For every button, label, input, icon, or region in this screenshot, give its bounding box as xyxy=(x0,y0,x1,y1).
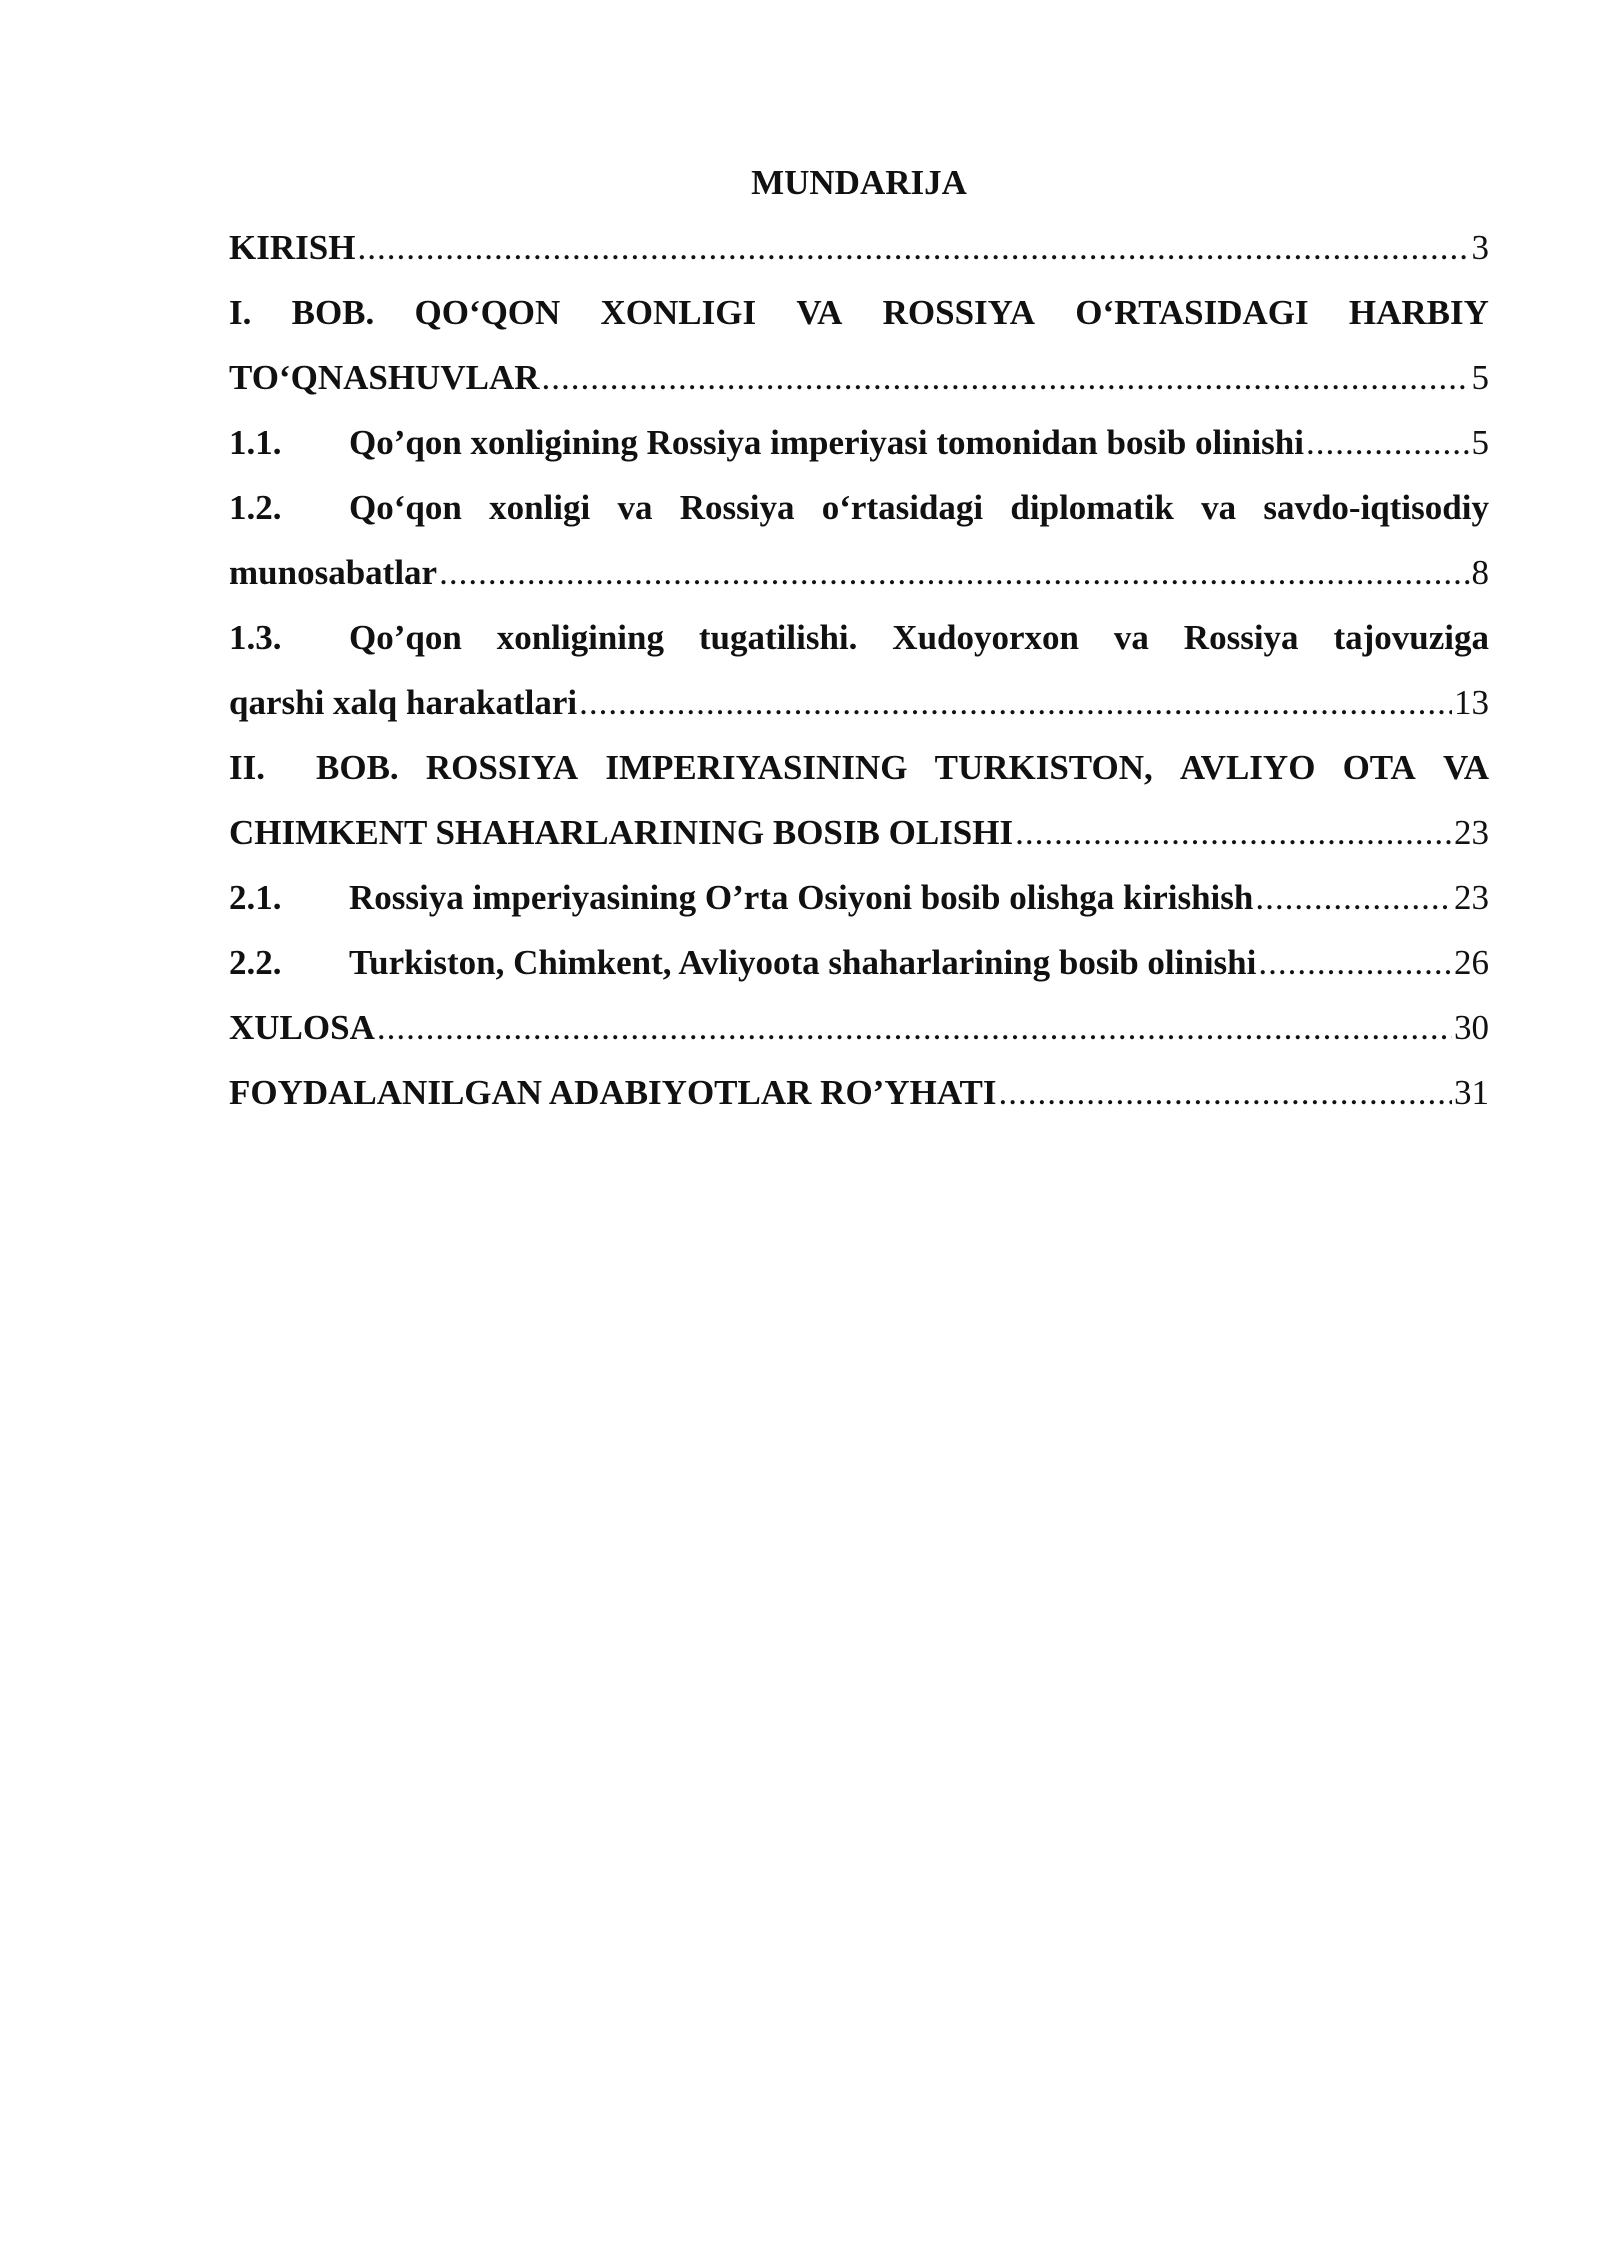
section-number: 1.2. xyxy=(229,488,282,527)
heading-word: Qo’qon xyxy=(349,618,462,657)
toc-entry-line xyxy=(229,735,1489,800)
toc-page-number: 5 xyxy=(1471,423,1489,462)
heading-word: AVLIYO xyxy=(1179,748,1316,787)
section-number: 2.2. xyxy=(229,943,282,982)
chapter-number: II. xyxy=(229,748,265,787)
heading-word: OTA xyxy=(1342,748,1416,787)
toc-entry-label: TO‘QNASHUVLAR xyxy=(229,358,540,397)
dot-leader xyxy=(998,1060,1452,1125)
toc-entry-label: XULOSA xyxy=(229,1008,375,1047)
heading-word: QO‘QON xyxy=(414,293,561,332)
heading-word: xonligi xyxy=(489,488,591,527)
heading-word: xonligining xyxy=(496,618,664,657)
toc-entry-line xyxy=(229,605,1489,670)
heading-word: VA xyxy=(1442,748,1489,787)
toc-entry-line xyxy=(229,280,1489,345)
toc-entry-section-2-2[interactable] xyxy=(229,930,1489,995)
toc-entry-label: munosabatlar xyxy=(229,553,438,592)
heading-word: TURKISTON, xyxy=(934,748,1153,787)
heading-word: diplomatik xyxy=(1010,488,1174,527)
toc-entry-label: FOYDALANILGAN ADABIYOTLAR RO’YHATI xyxy=(229,1073,997,1112)
toc-entry-chapter-2[interactable] xyxy=(229,735,1489,865)
heading-word: ROSSIYA xyxy=(425,748,579,787)
heading-word: O‘RTASIDAGI xyxy=(1075,293,1309,332)
toc-page-number: 13 xyxy=(1454,683,1489,722)
heading-word: ROSSIYA xyxy=(882,293,1035,332)
heading-word: tajovuziga xyxy=(1333,618,1489,657)
toc-title: MUNDARIJA xyxy=(751,163,967,202)
heading-word: IMPERIYASINING xyxy=(605,748,908,787)
section-number: 1.3. xyxy=(229,618,282,657)
dot-leader xyxy=(1015,800,1452,865)
toc-entry-label: Turkiston, Chimkent, Avliyoota shaharlarining bosib olinishi xyxy=(349,943,1257,982)
toc-entry-section-2-1[interactable] xyxy=(229,865,1489,930)
heading-word: BOB. xyxy=(316,748,399,787)
dot-leader xyxy=(1255,865,1452,930)
heading-word: BOB. xyxy=(291,293,375,332)
toc-page-number: 26 xyxy=(1454,943,1489,982)
heading-word: va xyxy=(617,488,653,527)
table-of-contents xyxy=(229,150,1489,1125)
dot-leader xyxy=(579,670,1452,735)
heading-word: XONLIGI xyxy=(600,293,757,332)
toc-entry-label: KIRISH xyxy=(229,228,356,267)
toc-entry-references[interactable] xyxy=(229,1060,1489,1125)
toc-entry-chapter-1[interactable] xyxy=(229,280,1489,410)
heading-word: VA xyxy=(796,293,843,332)
toc-page-number: 23 xyxy=(1454,813,1489,852)
toc-entry-line xyxy=(229,475,1489,540)
toc-entry-label: qarshi xalq harakatlari xyxy=(229,683,578,722)
toc-entry-section-1-3[interactable] xyxy=(229,605,1489,735)
heading-word: Qo‘qon xyxy=(349,488,462,527)
toc-entry-section-1-1[interactable] xyxy=(229,410,1489,475)
heading-word: Rossiya xyxy=(1183,618,1299,657)
heading-word: Rossiya xyxy=(679,488,795,527)
toc-page-number: 30 xyxy=(1454,1008,1489,1047)
toc-page-number: 8 xyxy=(1471,553,1489,592)
toc-entry-section-1-2[interactable] xyxy=(229,475,1489,605)
toc-entry-label: Qo’qon xonligining Rossiya imperiyasi tomonidan bosib olinishi xyxy=(349,423,1304,462)
toc-entry-xulosa[interactable] xyxy=(229,995,1489,1060)
dot-leader xyxy=(1306,410,1470,475)
section-number: 2.1. xyxy=(229,878,282,917)
toc-page-number: 23 xyxy=(1454,878,1489,917)
heading-word: va xyxy=(1113,618,1149,657)
toc-entry-label: CHIMKENT SHAHARLARINING BOSIB OLISHI xyxy=(229,813,1014,852)
dot-leader xyxy=(542,345,1470,410)
toc-page-number: 5 xyxy=(1471,358,1489,397)
section-number: 1.1. xyxy=(229,423,282,462)
heading-word: tugatilishi. xyxy=(698,618,858,657)
dot-leader xyxy=(439,540,1469,605)
chapter-number: I. xyxy=(229,293,252,332)
heading-word: HARBIY xyxy=(1348,293,1489,332)
dot-leader xyxy=(357,215,1469,280)
toc-page-number: 31 xyxy=(1454,1073,1489,1112)
heading-word: Xudoyorxon xyxy=(892,618,1080,657)
dot-leader xyxy=(1258,930,1452,995)
toc-page-number: 3 xyxy=(1471,228,1489,267)
heading-word: savdo-iqtisodiy xyxy=(1263,488,1489,527)
toc-entry-kirish[interactable] xyxy=(229,215,1489,280)
dot-leader xyxy=(377,995,1452,1060)
heading-word: o‘rtasidagi xyxy=(821,488,984,527)
toc-entry-label: Rossiya imperiyasining O’rta Osiyoni bosib olishga kirishish xyxy=(349,878,1254,917)
heading-word: va xyxy=(1201,488,1237,527)
